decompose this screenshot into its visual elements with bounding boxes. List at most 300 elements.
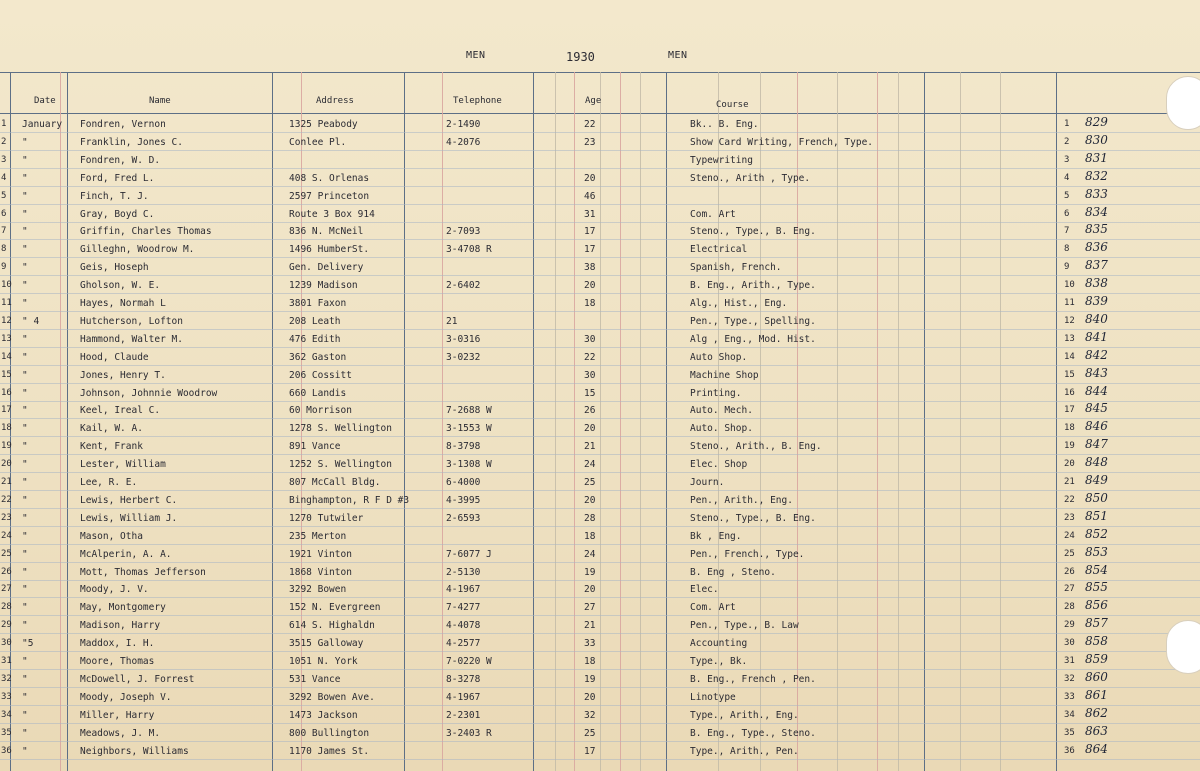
column-header-address: Address — [316, 96, 354, 106]
row-course: Printing. — [690, 387, 742, 399]
row-address: 206 Cossitt — [289, 369, 352, 381]
row-register-number: 846 — [1085, 419, 1108, 434]
row-course: Com. Art — [690, 208, 736, 220]
red-rule — [877, 72, 878, 771]
row-name: Neighbors, Williams — [80, 745, 189, 757]
line-number: 5 — [1, 190, 7, 201]
row-course: Accounting — [690, 638, 748, 650]
line-number: 30 — [1, 638, 12, 649]
row-telephone: 8-3798 — [446, 441, 481, 453]
row-register-number: 831 — [1085, 150, 1108, 165]
row-index: 21 — [1064, 477, 1075, 487]
row-telephone: 7-4277 — [446, 602, 481, 614]
row-index: 34 — [1064, 709, 1075, 720]
row-name: Johnson, Johnnie Woodrow — [80, 387, 218, 399]
row-register-number: 850 — [1085, 490, 1108, 505]
row-rule — [0, 347, 1200, 348]
row-telephone: 4-2577 — [446, 638, 481, 650]
faint-rule — [600, 72, 601, 771]
row-course: Type., Arith., Pen. — [690, 745, 799, 757]
row-course: Typewriting — [690, 154, 753, 166]
row-date: " — [22, 620, 28, 632]
row-name: Gholson, W. E. — [80, 280, 161, 292]
row-address: 836 N. McNeil — [289, 226, 364, 238]
row-register-number: 838 — [1085, 276, 1108, 291]
row-name: Moody, J. V. — [80, 584, 149, 596]
row-rule — [0, 544, 1200, 545]
row-date: " — [22, 262, 28, 274]
row-register-number: 851 — [1085, 508, 1108, 523]
row-rule — [0, 222, 1200, 223]
row-telephone: 3-2403 R — [446, 727, 492, 739]
row-date: " — [22, 530, 28, 542]
line-number: 21 — [1, 477, 12, 487]
row-address: Conlee Pl. — [289, 136, 347, 148]
row-course: B. Eng., French , Pen. — [690, 673, 816, 685]
line-number: 20 — [1, 459, 12, 470]
row-address: 1051 N. York — [289, 656, 358, 667]
row-date: " — [22, 369, 28, 381]
row-age: 30 — [584, 333, 596, 345]
row-name: Kent, Frank — [80, 441, 143, 453]
row-register-number: 855 — [1085, 580, 1108, 595]
row-course: Pen., French., Type. — [690, 548, 805, 560]
row-date: " — [22, 548, 28, 560]
row-name: Hayes, Normah L — [80, 298, 166, 309]
row-age: 23 — [584, 136, 596, 148]
row-course: Pen., Type., Spelling. — [690, 315, 816, 327]
row-age: 18 — [584, 656, 596, 667]
column-header-telephone: Telephone — [453, 96, 502, 106]
row-index: 2 — [1064, 136, 1070, 147]
line-number: 18 — [1, 423, 12, 434]
row-name: Madison, Harry — [80, 620, 161, 632]
row-address: 1496 HumberSt. — [289, 244, 370, 256]
row-age: 17 — [584, 745, 596, 757]
row-age: 30 — [584, 369, 596, 381]
row-name: Moore, Thomas — [80, 656, 155, 667]
row-name: Meadows, J. M. — [80, 727, 161, 739]
line-number: 6 — [1, 208, 7, 219]
row-rule — [0, 633, 1200, 634]
row-register-number: 841 — [1085, 329, 1108, 344]
rule-name — [272, 72, 273, 771]
row-name: Keel, Ireal C. — [80, 405, 161, 417]
row-course: Show Card Writing, French, Type. — [690, 136, 874, 148]
row-register-number: 847 — [1085, 437, 1108, 452]
row-name: Hammond, Walter M. — [80, 333, 183, 345]
row-name: Gray, Boyd C. — [80, 208, 155, 220]
row-course: Com. Art — [690, 602, 736, 614]
row-course: Pen., Arith., Eng. — [690, 494, 793, 506]
row-rule — [0, 472, 1200, 473]
row-name: Miller, Harry — [80, 709, 155, 721]
line-number: 22 — [1, 494, 12, 505]
row-address: 3292 Bowen — [289, 584, 347, 596]
row-rule — [0, 401, 1200, 402]
line-number: 25 — [1, 548, 12, 559]
row-telephone: 2-6402 — [446, 280, 481, 292]
row-name: Lester, William — [80, 459, 166, 471]
row-rule — [0, 705, 1200, 706]
row-address: 3515 Galloway — [289, 638, 364, 650]
row-index: 12 — [1064, 315, 1075, 326]
rule-telephone — [533, 72, 534, 771]
row-rule — [0, 508, 1200, 509]
row-register-number: 829 — [1085, 115, 1108, 129]
line-number: 24 — [1, 530, 12, 541]
row-rule — [0, 239, 1200, 240]
line-number: 17 — [1, 405, 12, 416]
rule-age — [666, 72, 667, 771]
row-date: " — [22, 405, 28, 417]
row-rule — [0, 365, 1200, 366]
row-rule — [0, 257, 1200, 258]
rule-address — [404, 72, 405, 771]
column-header-age: Age — [585, 96, 602, 106]
row-date: " — [22, 280, 28, 292]
row-index: 1 — [1064, 119, 1070, 129]
line-number: 31 — [1, 656, 12, 666]
row-age: 19 — [584, 566, 596, 578]
row-index: 19 — [1064, 441, 1075, 452]
row-name: Hood, Claude — [80, 351, 149, 363]
row-rule — [0, 275, 1200, 276]
row-course: Journ. — [690, 477, 725, 488]
row-rule — [0, 436, 1200, 437]
row-course: B. Eng , Steno. — [690, 566, 776, 578]
row-course: Spanish, French. — [690, 262, 782, 274]
row-index: 24 — [1064, 530, 1075, 541]
row-rule — [0, 723, 1200, 724]
row-register-number: 834 — [1085, 204, 1108, 219]
row-address: Gen. Delivery — [289, 262, 364, 274]
line-number: 2 — [1, 136, 7, 147]
column-header-date: Date — [34, 96, 56, 106]
row-age: 33 — [584, 638, 596, 650]
row-address: 208 Leath — [289, 315, 341, 327]
row-course: Bk , Eng. — [690, 530, 742, 542]
row-rule — [0, 741, 1200, 742]
row-telephone: 3-4708 R — [446, 244, 492, 256]
row-name: Lewis, William J. — [80, 512, 178, 524]
row-index: 14 — [1064, 351, 1075, 362]
row-date: " — [22, 351, 28, 363]
row-index: 10 — [1064, 280, 1075, 291]
row-age: 20 — [584, 691, 596, 703]
row-name: Maddox, I. H. — [80, 638, 155, 650]
row-name: Lewis, Herbert C. — [80, 494, 178, 506]
row-address: 3292 Bowen Ave. — [289, 691, 375, 703]
row-age: 25 — [584, 727, 596, 739]
faint-rule — [640, 72, 641, 771]
row-address: 614 S. Highaldn — [289, 620, 375, 632]
row-index: 29 — [1064, 620, 1075, 631]
row-telephone: 7-2688 W — [446, 405, 492, 417]
faint-rule — [837, 72, 838, 771]
row-register-number: 852 — [1085, 526, 1108, 541]
binder-hole-bottom — [1166, 620, 1200, 674]
row-date: " 4 — [22, 315, 40, 327]
row-rule — [0, 615, 1200, 616]
row-name: Hutcherson, Lofton — [80, 315, 183, 327]
row-telephone: 21 — [446, 315, 458, 327]
row-name: Griffin, Charles Thomas — [80, 226, 212, 238]
row-address: 800 Bullington — [289, 727, 370, 739]
row-name: McDowell, J. Forrest — [80, 673, 195, 685]
row-date: " — [22, 226, 28, 238]
row-course: Steno., Arith , Type. — [690, 172, 811, 184]
row-address: 152 N. Evergreen — [289, 602, 381, 614]
row-age: 27 — [584, 602, 596, 614]
row-age: 18 — [584, 530, 596, 542]
row-name: Finch, T. J. — [80, 190, 149, 202]
row-age: 21 — [584, 620, 596, 632]
row-age: 25 — [584, 477, 596, 488]
row-index: 23 — [1064, 512, 1075, 523]
row-index: 22 — [1064, 494, 1075, 505]
row-age: 20 — [584, 423, 596, 435]
row-address: 2597 Princeton — [289, 190, 370, 202]
row-age: 21 — [584, 441, 596, 453]
row-date: " — [22, 602, 28, 614]
row-course: Pen., Type., B. Law — [690, 620, 799, 632]
row-name: Fondren, Vernon — [80, 119, 166, 130]
row-date: " — [22, 298, 28, 309]
row-register-number: 843 — [1085, 365, 1108, 380]
row-address: 531 Vance — [289, 673, 341, 685]
row-telephone: 2-7093 — [446, 226, 481, 238]
row-name: Moody, Joseph V. — [80, 691, 172, 703]
faint-rule — [960, 72, 961, 771]
row-index: 36 — [1064, 745, 1075, 756]
line-number: 9 — [1, 262, 7, 273]
column-header-name: Name — [149, 96, 171, 106]
red-rule — [60, 72, 61, 771]
row-name: Jones, Henry T. — [80, 369, 166, 381]
row-date: " — [22, 745, 28, 757]
line-number: 33 — [1, 691, 12, 702]
row-address: 60 Morrison — [289, 405, 352, 417]
row-age: 19 — [584, 673, 596, 685]
row-index: 30 — [1064, 638, 1075, 649]
binder-hole-top — [1166, 76, 1200, 130]
row-address: Binghampton, R F D #3 — [289, 494, 410, 506]
row-name: McAlperin, A. A. — [80, 548, 172, 560]
row-address: 1270 Tutwiler — [289, 512, 364, 524]
row-age: 22 — [584, 119, 596, 130]
row-date: " — [22, 387, 28, 399]
row-date: " — [22, 566, 28, 578]
line-number: 35 — [1, 727, 12, 738]
row-date: January — [22, 119, 63, 130]
row-rule — [0, 526, 1200, 527]
row-register-number: 864 — [1085, 741, 1108, 756]
row-register-number: 832 — [1085, 168, 1108, 183]
rule-right — [1056, 72, 1057, 771]
line-number: 27 — [1, 584, 12, 595]
row-address: 1239 Madison — [289, 280, 358, 292]
rule-date — [67, 72, 68, 771]
row-course: Steno., Arith., B. Eng. — [690, 441, 822, 453]
row-address: 1473 Jackson — [289, 709, 358, 721]
row-index: 3 — [1064, 154, 1070, 165]
row-rule — [0, 150, 1200, 151]
row-index: 35 — [1064, 727, 1075, 738]
row-index: 18 — [1064, 423, 1075, 434]
row-age: 26 — [584, 405, 596, 417]
row-date: " — [22, 459, 28, 471]
row-rule — [0, 311, 1200, 312]
row-address: 1868 Vinton — [289, 566, 352, 578]
red-rule — [620, 72, 621, 771]
header-men-right: MEN — [668, 50, 688, 61]
row-telephone: 3-1553 W — [446, 423, 492, 435]
row-rule — [0, 383, 1200, 384]
row-name: Kail, W. A. — [80, 423, 143, 435]
line-number: 34 — [1, 709, 12, 720]
line-number: 29 — [1, 620, 12, 631]
row-course: Steno., Type., B. Eng. — [690, 512, 816, 524]
row-age: 20 — [584, 584, 596, 596]
row-index: 4 — [1064, 172, 1070, 183]
row-date: " — [22, 154, 28, 166]
row-name: May, Montgomery — [80, 602, 166, 614]
row-register-number: 837 — [1085, 258, 1108, 273]
row-date: " — [22, 190, 28, 202]
row-age: 18 — [584, 298, 596, 309]
row-age: 17 — [584, 244, 596, 256]
row-telephone: 2-6593 — [446, 512, 481, 524]
line-number: 12 — [1, 315, 12, 326]
row-register-number: 844 — [1085, 383, 1108, 398]
row-course: Elec. Shop — [690, 459, 748, 471]
header-men-left: MEN — [466, 50, 486, 61]
row-index: 13 — [1064, 333, 1075, 344]
row-telephone: 3-0316 — [446, 333, 481, 345]
row-date: "5 — [22, 638, 34, 650]
row-index: 7 — [1064, 226, 1070, 237]
row-register-number: 848 — [1085, 455, 1108, 470]
line-number: 32 — [1, 673, 12, 684]
row-register-number: 858 — [1085, 634, 1108, 649]
row-address: 807 McCall Bldg. — [289, 477, 381, 488]
row-course: Alg , Eng., Mod. Hist. — [690, 333, 816, 345]
row-date: " — [22, 656, 28, 667]
row-course: B. Eng., Type., Steno. — [690, 727, 816, 739]
row-index: 20 — [1064, 459, 1075, 470]
row-address: 362 Gaston — [289, 351, 347, 363]
rule-course — [924, 72, 925, 771]
row-telephone: 4-2076 — [446, 136, 481, 148]
row-rule — [0, 597, 1200, 598]
row-address: 408 S. Orlenas — [289, 172, 370, 184]
row-address: 1325 Peabody — [289, 119, 358, 130]
row-register-number: 835 — [1085, 222, 1108, 237]
header-year: 1930 — [566, 50, 595, 64]
row-address: 1252 S. Wellington — [289, 459, 392, 471]
row-address: 1921 Vinton — [289, 548, 352, 560]
row-rule — [0, 454, 1200, 455]
row-name: Lee, R. E. — [80, 477, 138, 488]
row-index: 26 — [1064, 566, 1075, 577]
row-index: 32 — [1064, 673, 1075, 684]
row-course: B. Eng., Arith., Type. — [690, 280, 816, 292]
line-number: 16 — [1, 387, 12, 398]
row-course: Elec. — [690, 584, 719, 596]
row-age: 46 — [584, 190, 596, 202]
line-number: 23 — [1, 512, 12, 523]
row-register-number: 863 — [1085, 723, 1108, 738]
row-index: 31 — [1064, 656, 1075, 666]
row-index: 33 — [1064, 691, 1075, 702]
line-number: 36 — [1, 745, 12, 756]
row-index: 11 — [1064, 298, 1075, 308]
row-register-number: 860 — [1085, 669, 1108, 684]
row-telephone: 2-1490 — [446, 119, 481, 130]
row-age: 20 — [584, 280, 596, 292]
line-number: 1 — [1, 119, 7, 129]
row-course: Bk.. B. Eng. — [690, 119, 759, 130]
line-number: 15 — [1, 369, 12, 380]
row-name: Fondren, W. D. — [80, 154, 161, 166]
row-age: 20 — [584, 172, 596, 184]
line-number: 4 — [1, 172, 7, 183]
row-register-number: 842 — [1085, 347, 1108, 362]
row-address: 3801 Faxon — [289, 298, 347, 309]
row-date: " — [22, 172, 28, 184]
row-rule — [0, 687, 1200, 688]
row-rule — [0, 580, 1200, 581]
row-register-number: 861 — [1085, 687, 1108, 702]
row-index: 16 — [1064, 387, 1075, 398]
row-age: 24 — [584, 459, 596, 471]
row-rule — [0, 759, 1200, 760]
row-register-number: 853 — [1085, 544, 1108, 559]
row-name: Gilleghn, Woodrow M. — [80, 244, 195, 256]
row-name: Mason, Otha — [80, 530, 143, 542]
line-number: 26 — [1, 566, 12, 577]
row-name: Mott, Thomas Jefferson — [80, 566, 206, 578]
row-telephone: 4-3995 — [446, 494, 481, 506]
row-address: 660 Landis — [289, 387, 347, 399]
row-age: 15 — [584, 387, 596, 399]
row-telephone: 4-1967 — [446, 691, 481, 703]
row-date: " — [22, 673, 28, 685]
row-rule — [0, 132, 1200, 133]
row-date: " — [22, 494, 28, 506]
row-age: 22 — [584, 351, 596, 363]
row-register-number: 849 — [1085, 473, 1108, 487]
row-date: " — [22, 423, 28, 435]
row-telephone: 4-1967 — [446, 584, 481, 596]
faint-rule — [898, 72, 899, 771]
row-address: Route 3 Box 914 — [289, 208, 375, 220]
row-course: Auto Shop. — [690, 351, 748, 363]
row-address: 235 Merton — [289, 530, 347, 542]
row-age: 24 — [584, 548, 596, 560]
row-name: Geis, Hoseph — [80, 262, 149, 274]
row-index: 8 — [1064, 244, 1070, 255]
row-index: 17 — [1064, 405, 1075, 416]
row-date: " — [22, 691, 28, 703]
row-index: 25 — [1064, 548, 1075, 559]
line-number: 19 — [1, 441, 12, 452]
row-telephone: 8-3278 — [446, 673, 481, 685]
row-name: Franklin, Jones C. — [80, 136, 183, 148]
faint-rule — [1000, 72, 1001, 771]
line-number: 11 — [1, 298, 12, 308]
